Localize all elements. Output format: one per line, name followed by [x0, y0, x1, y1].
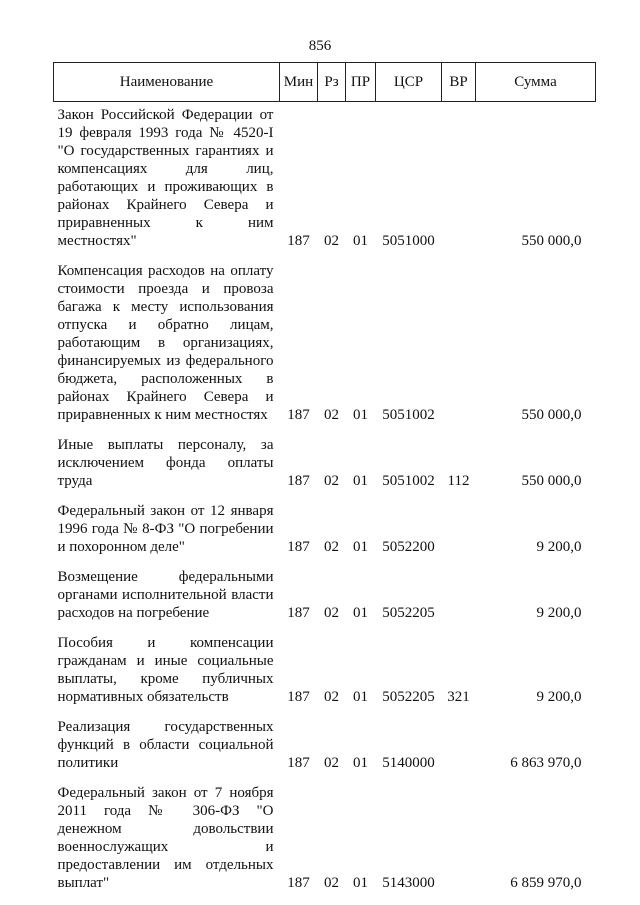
budget-table	[53, 62, 596, 904]
row-csr: 5051000	[382, 233, 435, 249]
row-csr: 5143000	[382, 875, 435, 891]
row-vr	[442, 568, 476, 634]
header-rz: Рз	[318, 63, 346, 102]
row-vr: 112	[447, 473, 470, 489]
row-pr: 01	[353, 539, 368, 555]
row-name: Реализация государственных функций в области социальной политики	[57, 719, 274, 771]
row-vr	[442, 262, 476, 436]
row-name: Иные выплаты персоналу, за исключением фонда оплаты труда	[57, 437, 274, 489]
table-row	[54, 568, 596, 634]
row-min: 187	[287, 407, 310, 423]
row-min: 187	[287, 755, 310, 771]
row-rz: 02	[324, 233, 339, 249]
row-sum: 550 000,0	[521, 407, 582, 423]
row-name: Федеральный закон от 7 ноября 2011 года № 306-ФЗ "О денежном довольствии военнослужащих и предоставлении им отдельных выплат"	[57, 785, 274, 891]
table-row	[54, 262, 596, 436]
row-csr: 5051002	[382, 407, 435, 423]
header-csr: ЦСР	[376, 63, 442, 102]
row-vr	[442, 102, 476, 263]
row-csr: 5052205	[382, 689, 435, 705]
row-csr: 5140000	[382, 755, 435, 771]
row-pr: 01	[353, 875, 368, 891]
row-name: Пособия и компенсации гражданам и иные социальные выплаты, кроме публичных нормативных обязательств	[57, 635, 274, 705]
row-rz: 02	[324, 539, 339, 555]
header-vr: ВР	[442, 63, 476, 102]
row-sum: 550 000,0	[521, 233, 582, 249]
row-rz: 02	[324, 755, 339, 771]
header-sum: Сумма	[476, 63, 596, 102]
table-row	[54, 718, 596, 784]
row-pr: 01	[353, 689, 368, 705]
row-min: 187	[287, 539, 310, 555]
row-name: Возмещение федеральными органами исполнительной власти расходов на погребение	[57, 569, 274, 621]
table-header-row	[54, 63, 596, 102]
row-vr	[442, 502, 476, 568]
table-row	[54, 784, 596, 904]
table-row	[54, 102, 596, 263]
row-rz: 02	[324, 407, 339, 423]
row-csr: 5052200	[382, 539, 435, 555]
table-row	[54, 502, 596, 568]
page-number: 856	[308, 38, 332, 54]
row-sum: 550 000,0	[521, 473, 582, 489]
row-sum: 6 863 970,0	[510, 755, 582, 771]
row-vr	[442, 718, 476, 784]
row-name: Закон Российской Федерации от 19 февраля 1993 года № 4520-I "О государственных гарантиях и компенсациях для лиц, работающих и проживающих в районах Крайнего Севера и приравненных к ним местностях"	[57, 107, 274, 249]
header-pr: ПР	[346, 63, 376, 102]
row-sum: 9 200,0	[536, 689, 582, 705]
row-pr: 01	[353, 605, 368, 621]
row-rz: 02	[324, 605, 339, 621]
row-min: 187	[287, 473, 310, 489]
row-name: Федеральный закон от 12 января 1996 года № 8-ФЗ "О погребении и похоронном деле"	[57, 503, 274, 555]
table-row	[54, 436, 596, 502]
row-name: Компенсация расходов на оплату стоимости проезда и провоза багажа к месту использования отпуска и обратно лицам, работающим в организациях, финансируемых из федерального бюджета, расположенных в районах Крайнего Севера и приравненных к ним местностях	[57, 263, 274, 423]
header-name: Наименование	[54, 63, 280, 102]
row-min: 187	[287, 875, 310, 891]
row-sum: 9 200,0	[536, 539, 582, 555]
row-pr: 01	[353, 233, 368, 249]
row-vr	[442, 784, 476, 904]
row-pr: 01	[353, 407, 368, 423]
row-rz: 02	[324, 875, 339, 891]
row-pr: 01	[353, 473, 368, 489]
table-row	[54, 634, 596, 718]
row-csr: 5051002	[382, 473, 435, 489]
row-rz: 02	[324, 689, 339, 705]
row-pr: 01	[353, 755, 368, 771]
row-rz: 02	[324, 473, 339, 489]
row-min: 187	[287, 689, 310, 705]
header-min: Мин	[280, 63, 318, 102]
row-sum: 9 200,0	[536, 605, 582, 621]
row-csr: 5052205	[382, 605, 435, 621]
row-vr: 321	[447, 689, 470, 705]
row-sum: 6 859 970,0	[510, 875, 582, 891]
row-min: 187	[287, 233, 310, 249]
row-min: 187	[287, 605, 310, 621]
